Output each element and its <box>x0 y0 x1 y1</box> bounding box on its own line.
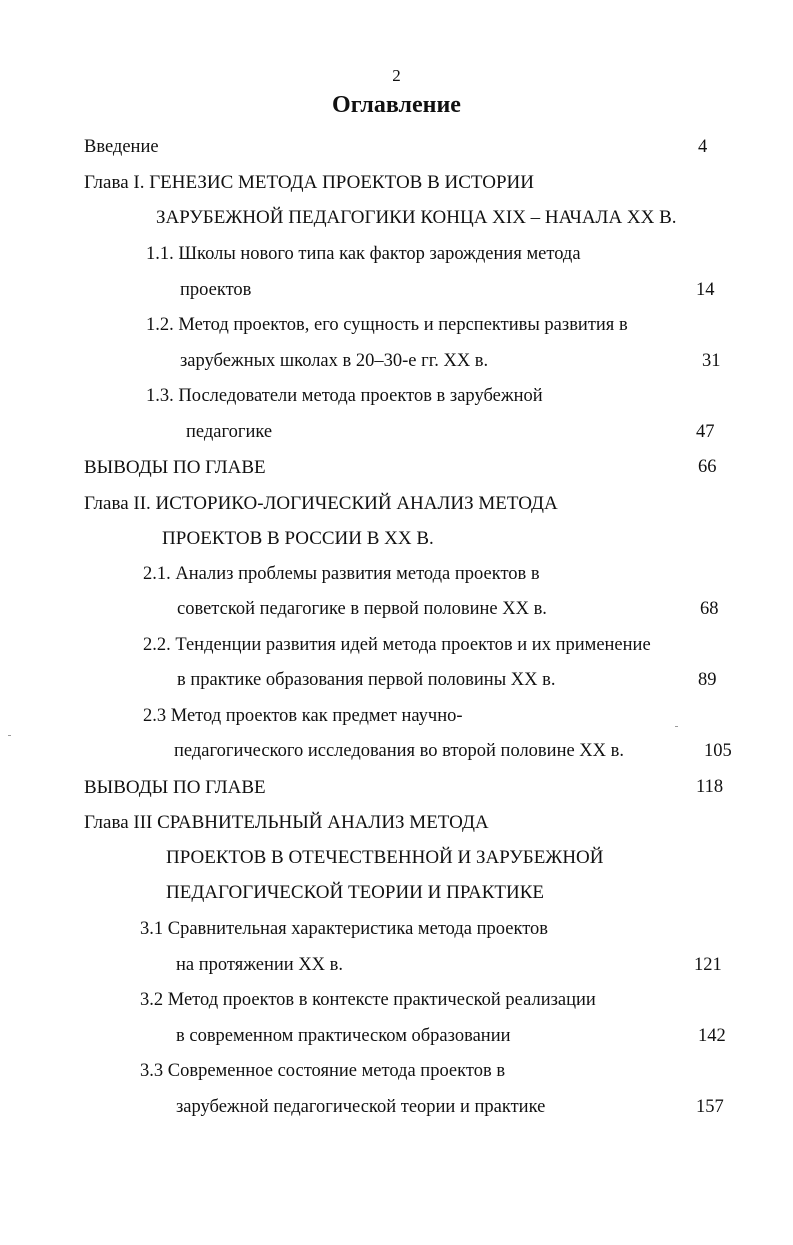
toc-1-1-line2: проектов <box>180 280 252 300</box>
toc-3-1-page: 121 <box>694 955 722 975</box>
toc-ch2-conclusions-page: 118 <box>696 777 724 797</box>
toc-ch3-title-line3: ПЕДАГОГИЧЕСКОЙ ТЕОРИИ И ПРАКТИКЕ <box>166 882 544 903</box>
toc-ch1-title-line1: Глава I. ГЕНЕЗИС МЕТОДА ПРОЕКТОВ В ИСТОРИИ <box>84 172 534 193</box>
toc-ch3-title-line1: Глава III СРАВНИТЕЛЬНЫЙ АНАЛИЗ МЕТОДА <box>84 812 489 833</box>
toc-1-2-page: 31 <box>702 351 721 371</box>
toc-ch1-title-line2: ЗАРУБЕЖНОЙ ПЕДАГОГИКИ КОНЦА XIX – НАЧАЛА XX В. <box>156 207 677 228</box>
scan-speck <box>8 735 11 736</box>
toc-2-1-page: 68 <box>700 599 719 619</box>
toc-1-3-page: 47 <box>696 422 715 442</box>
toc-2-2-line2: в практике образования первой половины XX в. <box>177 670 556 690</box>
toc-2-2-line1: 2.2. Тенденции развития идей метода проектов и их применение <box>143 635 651 655</box>
toc-3-3-page: 157 <box>696 1097 724 1117</box>
toc-intro-label: Введение <box>84 137 159 157</box>
toc-3-3-line2: зарубежной педагогической теории и практике <box>176 1097 546 1117</box>
page-number: 2 <box>392 66 401 85</box>
toc-2-3-line2: педагогического исследования во второй половине XX в. <box>174 741 625 761</box>
toc-1-1-line1: 1.1. Школы нового типа как фактор зарождения метода <box>146 244 581 264</box>
page-title: Оглавление <box>332 92 461 118</box>
toc-3-2-line1: 3.2 Метод проектов в контексте практической реализации <box>140 990 596 1010</box>
toc-2-3-line1: 2.3 Метод проектов как предмет научно- <box>143 706 463 726</box>
toc-3-1-line2: на протяжении XX в. <box>176 955 344 975</box>
toc-1-3-line2: педагогике <box>186 422 273 442</box>
toc-3-2-line2: в современном практическом образовании <box>176 1026 511 1046</box>
toc-ch2-title-line2: ПРОЕКТОВ В РОССИИ В XX В. <box>162 528 434 549</box>
toc-ch1-conclusions-page: 66 <box>698 457 717 477</box>
toc-3-2-page: 142 <box>698 1026 726 1046</box>
toc-3-1-line1: 3.1 Сравнительная характеристика метода проектов <box>140 919 549 939</box>
toc-3-3-line1: 3.3 Современное состояние метода проектов в <box>140 1061 506 1081</box>
scan-speck <box>675 726 678 727</box>
toc-ch3-title-line2: ПРОЕКТОВ В ОТЕЧЕСТВЕННОЙ И ЗАРУБЕЖНОЙ <box>166 847 604 868</box>
toc-intro-page: 4 <box>698 137 708 157</box>
toc-ch1-conclusions: ВЫВОДЫ ПО ГЛАВЕ <box>84 457 266 478</box>
toc-1-3-line1: 1.3. Последователи метода проектов в зарубежной <box>146 386 543 406</box>
toc-ch2-conclusions: ВЫВОДЫ ПО ГЛАВЕ <box>84 777 266 798</box>
toc-1-2-line1: 1.2. Метод проектов, его сущность и перспективы развития в <box>146 315 628 335</box>
toc-1-1-page: 14 <box>696 280 715 300</box>
toc-2-2-page: 89 <box>698 670 717 690</box>
toc-2-3-page: 105 <box>704 741 732 761</box>
toc-2-1-line1: 2.1. Анализ проблемы развития метода проектов в <box>143 564 540 584</box>
toc-2-1-line2: советской педагогике в первой половине XX в. <box>177 599 547 619</box>
toc-ch2-title-line1: Глава II. ИСТОРИКО-ЛОГИЧЕСКИЙ АНАЛИЗ МЕТОДА <box>84 493 558 514</box>
toc-1-2-line2: зарубежных школах в 20–30-е гг. XX в. <box>180 351 489 371</box>
